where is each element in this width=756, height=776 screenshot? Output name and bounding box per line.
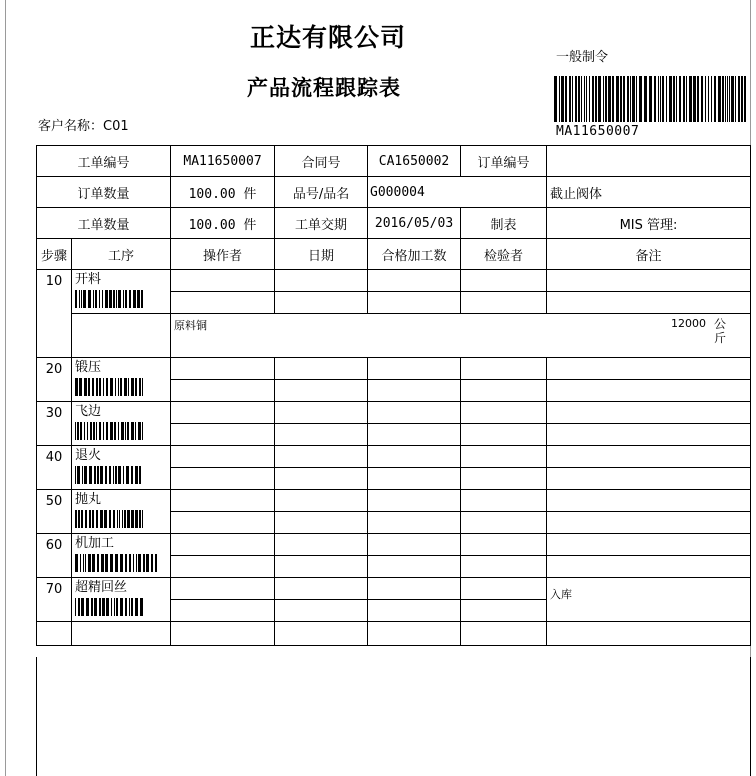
page-left-edge bbox=[5, 0, 6, 776]
process-barcode bbox=[75, 422, 143, 442]
process-name: 抛丸 bbox=[75, 492, 102, 507]
process-name: 退火 bbox=[75, 448, 102, 463]
step-row bbox=[37, 402, 751, 424]
value-order-no bbox=[547, 146, 751, 177]
material-row bbox=[37, 314, 751, 358]
step-remark: 入库 bbox=[547, 578, 751, 622]
info-row-work-order bbox=[37, 146, 751, 177]
process-cell bbox=[72, 446, 171, 490]
material-note bbox=[171, 314, 751, 358]
col-process: 工序 bbox=[72, 239, 171, 270]
process-barcode bbox=[75, 466, 143, 486]
step-row bbox=[37, 578, 751, 600]
process-cell bbox=[72, 578, 171, 622]
label-order-no: 订单编号 bbox=[461, 146, 547, 177]
page-bottom-frame bbox=[36, 657, 751, 776]
step-row bbox=[37, 446, 751, 468]
step-row bbox=[37, 358, 751, 380]
flow-tracking-table bbox=[36, 145, 751, 646]
process-cell bbox=[72, 402, 171, 446]
form-title: 产品流程跟踪表 bbox=[247, 76, 401, 100]
process-barcode bbox=[75, 510, 143, 530]
process-name: 开料 bbox=[75, 272, 102, 287]
col-qualified-qty: 合格加工数 bbox=[368, 239, 461, 270]
col-step: 步骤 bbox=[37, 239, 72, 270]
process-name: 超精回丝 bbox=[75, 580, 128, 595]
step-remark bbox=[547, 534, 751, 556]
value-order-qty: 100.00 件 bbox=[171, 177, 275, 208]
material-unit: 公斤 bbox=[714, 317, 727, 345]
step-remark bbox=[547, 270, 751, 292]
step-number: 30 bbox=[37, 402, 72, 446]
value-part-no: G000004 bbox=[368, 177, 547, 208]
customer-name: 客户名称：C01 bbox=[38, 119, 129, 134]
process-cell bbox=[72, 270, 171, 314]
blank-row bbox=[37, 622, 751, 646]
process-name: 机加工 bbox=[75, 536, 115, 551]
document-barcode bbox=[554, 76, 747, 122]
process-name: 飞边 bbox=[75, 404, 102, 419]
process-barcode bbox=[75, 378, 143, 398]
value-due-date: 2016/05/03 bbox=[368, 208, 461, 239]
step-row bbox=[37, 270, 751, 292]
step-remark bbox=[547, 446, 751, 468]
info-row-order-qty bbox=[37, 177, 751, 208]
label-work-order-no: 工单编号 bbox=[37, 146, 171, 177]
step-number: 60 bbox=[37, 534, 72, 578]
label-due-date: 工单交期 bbox=[275, 208, 368, 239]
step-remark bbox=[547, 402, 751, 424]
material-qty: 12000 bbox=[671, 317, 707, 330]
step-row bbox=[37, 490, 751, 512]
process-barcode bbox=[75, 554, 159, 574]
column-header-row bbox=[37, 239, 751, 270]
process-barcode bbox=[75, 290, 143, 310]
form-type: 一般制令 bbox=[556, 50, 609, 65]
step-number: 50 bbox=[37, 490, 72, 534]
value-prepared-by: MIS 管理: bbox=[547, 208, 751, 239]
col-date: 日期 bbox=[275, 239, 368, 270]
process-cell bbox=[72, 490, 171, 534]
label-work-order-qty: 工单数量 bbox=[37, 208, 171, 239]
process-cell bbox=[72, 534, 171, 578]
value-work-order-qty: 100.00 件 bbox=[171, 208, 275, 239]
label-part-no-name: 品号/品名 bbox=[275, 177, 368, 208]
info-row-work-qty bbox=[37, 208, 751, 239]
step-remark bbox=[547, 490, 751, 512]
col-inspector: 检验者 bbox=[461, 239, 547, 270]
step-number: 20 bbox=[37, 358, 72, 402]
value-work-order-no: MA11650007 bbox=[171, 146, 275, 177]
process-cell bbox=[72, 358, 171, 402]
company-name: 正达有限公司 bbox=[250, 23, 407, 52]
process-barcode bbox=[75, 598, 143, 618]
step-row bbox=[37, 534, 751, 556]
process-name: 锻压 bbox=[75, 360, 102, 375]
material-name: 原料铜 bbox=[174, 319, 208, 332]
step-number: 70 bbox=[37, 578, 72, 622]
step-remark bbox=[547, 358, 751, 380]
step-number: 40 bbox=[37, 446, 72, 490]
col-operator: 操作者 bbox=[171, 239, 275, 270]
label-prepared-by: 制表 bbox=[461, 208, 547, 239]
value-contract-no: CA1650002 bbox=[368, 146, 461, 177]
label-order-qty: 订单数量 bbox=[37, 177, 171, 208]
col-remarks: 备注 bbox=[547, 239, 751, 270]
value-part-name: 截止阀体 bbox=[547, 177, 751, 208]
label-contract-no: 合同号 bbox=[275, 146, 368, 177]
document-barcode-text: MA11650007 bbox=[556, 124, 640, 139]
step-number: 10 bbox=[37, 270, 72, 358]
